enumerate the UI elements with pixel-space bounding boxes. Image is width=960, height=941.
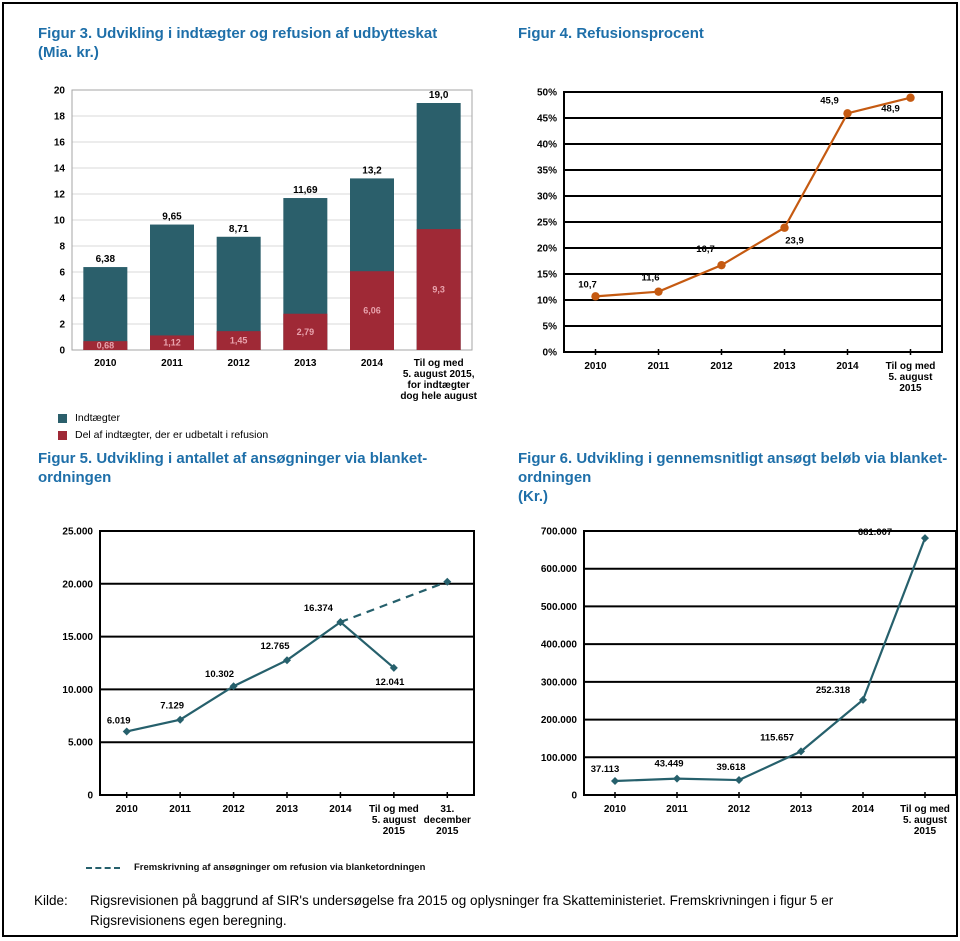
svg-text:2012: 2012 [227,358,250,369]
svg-text:14: 14 [53,163,65,175]
svg-text:20.000: 20.000 [62,579,93,591]
svg-text:15%: 15% [536,269,557,281]
svg-text:100.000: 100.000 [540,752,577,764]
svg-text:Til og med: Til og med [885,361,936,372]
figure6-title-line1: Figur 6. Udvikling i gennemsnitligt ansøgt beløb via blanket- [518,450,948,467]
svg-text:15.000: 15.000 [62,632,93,644]
svg-text:2014: 2014 [851,804,875,815]
svg-text:5. august: 5. august [888,372,933,383]
figure4-panel [482,16,954,441]
svg-text:12: 12 [53,189,65,201]
figure3-panel [4,16,482,441]
svg-text:20: 20 [53,85,65,97]
svg-text:30%: 30% [536,191,557,203]
svg-text:11,69: 11,69 [293,185,318,197]
svg-text:2,79: 2,79 [296,326,315,337]
svg-text:35%: 35% [536,165,557,177]
figure3-title-line2: (Mia. kr.) [38,44,99,62]
figure6-title-block [518,449,948,515]
svg-text:48,9: 48,9 [881,103,900,115]
svg-text:115.657: 115.657 [760,732,794,744]
svg-text:200.000: 200.000 [540,715,577,727]
svg-text:9,3: 9,3 [432,284,445,295]
svg-text:8: 8 [59,241,65,253]
svg-text:2014: 2014 [329,804,352,815]
svg-text:500.000: 500.000 [540,601,577,613]
figure6-title-line3: (Kr.) [518,488,548,506]
svg-text:0: 0 [59,345,65,357]
source-text: Rigsrevisionen på baggrund af SIR's undersøgelse fra 2015 og oplysninger fra Skatteministeriet. Fremskrivningen i figur 5 er Rigsrevisionens egen beregning. [90,893,834,929]
svg-text:50%: 50% [536,87,557,99]
svg-text:2011: 2011 [647,361,670,372]
svg-text:2015: 2015 [899,383,922,394]
svg-text:2014: 2014 [836,361,859,372]
svg-text:6: 6 [59,267,65,279]
svg-text:16.374: 16.374 [303,603,333,615]
svg-text:45%: 45% [536,113,557,125]
figure5-title-line2: ordningen [38,469,112,487]
refusion-swatch [58,431,67,440]
svg-text:5. august: 5. august [903,815,947,826]
svg-text:2013: 2013 [294,358,317,369]
svg-text:20%: 20% [536,243,557,255]
svg-text:10.000: 10.000 [62,684,93,696]
svg-text:300.000: 300.000 [540,677,577,689]
svg-text:16: 16 [53,137,65,149]
svg-text:600.000: 600.000 [540,564,577,576]
svg-text:Til og med: Til og med [368,804,419,815]
figure3-title-block [38,24,476,76]
svg-text:2012: 2012 [727,804,751,815]
svg-text:45,9: 45,9 [820,95,839,107]
forecast-dash-sample [86,867,120,869]
svg-text:4: 4 [59,293,65,305]
svg-text:252.318: 252.318 [815,684,851,696]
svg-text:18: 18 [53,111,65,123]
svg-text:10,7: 10,7 [578,279,597,291]
svg-text:2011: 2011 [161,358,183,369]
figure5-chart [38,523,476,860]
svg-text:december: december [423,815,471,826]
svg-text:2012: 2012 [710,361,733,372]
svg-text:681.007: 681.007 [857,527,893,539]
figure6-panel [482,441,954,873]
svg-text:0,68: 0,68 [96,340,115,351]
indtaegter-swatch [58,414,67,423]
svg-text:8,71: 8,71 [228,223,249,235]
source-label: Kilde: [34,893,68,908]
svg-text:16,7: 16,7 [696,244,715,256]
figure4-title-block [518,24,948,76]
figure5-title-line1: Figur 5. Udvikling i antallet af ansøgninger via blanket- [38,450,428,467]
figure3-title-line1: Figur 3. Udvikling i indtægter og refusion af udbytteskat [38,25,438,42]
svg-text:5. august: 5. august [371,815,416,826]
svg-text:5%: 5% [542,321,557,333]
svg-text:0: 0 [87,790,93,802]
figure3-chart [38,84,476,415]
svg-text:2015: 2015 [382,826,405,837]
svg-text:10.302: 10.302 [205,669,235,681]
svg-text:7.129: 7.129 [160,700,185,712]
svg-text:37.113: 37.113 [590,764,620,776]
svg-text:2013: 2013 [789,804,813,815]
figure5-title-block [38,449,476,515]
svg-text:dog hele august: dog hele august [400,391,478,402]
svg-text:2010: 2010 [94,358,117,369]
svg-text:19,0: 19,0 [428,90,449,101]
svg-text:Til og med: Til og med [900,804,950,815]
legend-label-fremskrivning: Fremskrivning af ansøgninger om refusion via blanketordningen [134,862,426,873]
svg-text:10: 10 [53,215,65,227]
svg-text:13,2: 13,2 [362,165,382,177]
svg-text:6,06: 6,06 [363,305,381,316]
svg-text:400.000: 400.000 [540,639,577,651]
svg-text:5.000: 5.000 [67,737,93,749]
figure4-chart [518,84,948,407]
figure6-chart [518,523,948,860]
figure5-panel [4,441,482,873]
figure3-title [38,24,476,62]
svg-text:11,6: 11,6 [641,272,660,284]
svg-text:for indtægter: for indtægter [407,380,470,391]
svg-text:25.000: 25.000 [62,526,93,538]
svg-text:2015: 2015 [913,826,937,837]
figure6-title [518,449,948,507]
svg-text:2013: 2013 [773,361,796,372]
svg-text:2010: 2010 [603,804,627,815]
svg-text:Til og med: Til og med [413,358,464,369]
svg-text:31.: 31. [440,804,455,815]
source-note [34,891,928,932]
legend-item-refusion [58,429,476,441]
svg-text:12.765: 12.765 [260,641,290,653]
figure4-title-line1: Figur 4. Refusionsprocent [518,25,704,42]
svg-text:2012: 2012 [222,804,245,815]
svg-text:9,65: 9,65 [162,211,182,223]
svg-text:700.000: 700.000 [540,526,577,538]
svg-text:6.019: 6.019 [106,715,131,727]
svg-text:1,45: 1,45 [229,335,248,346]
svg-text:6,38: 6,38 [95,254,116,266]
svg-text:2014: 2014 [360,358,384,369]
figure4-title [518,24,948,43]
svg-text:2013: 2013 [275,804,299,815]
figure6-title-line2: ordningen [518,469,592,487]
svg-text:43.449: 43.449 [654,758,684,770]
figures-grid [4,16,956,873]
legend-label-refusion: Del af indtægter, der er udbetalt i refusion [75,429,269,441]
svg-text:0: 0 [571,790,577,802]
svg-text:2011: 2011 [666,804,688,815]
svg-text:25%: 25% [536,217,557,229]
svg-text:1,12: 1,12 [163,337,181,348]
svg-text:23,9: 23,9 [785,235,804,247]
report-figures-page [2,2,958,937]
svg-text:12.041: 12.041 [375,676,405,688]
svg-text:0%: 0% [542,347,557,359]
figure5-legend [86,862,476,873]
svg-text:2015: 2015 [436,826,459,837]
figure3-legend [58,412,476,441]
svg-text:39.618: 39.618 [716,762,746,774]
svg-text:40%: 40% [536,139,557,151]
svg-text:10%: 10% [536,295,557,307]
legend-label-indtaegter: Indtægter [75,412,120,424]
figure5-title [38,449,476,487]
svg-text:2011: 2011 [169,804,191,815]
svg-text:5. august 2015,: 5. august 2015, [402,369,475,380]
svg-text:2: 2 [59,319,65,331]
svg-text:2010: 2010 [584,361,607,372]
svg-text:2010: 2010 [115,804,138,815]
